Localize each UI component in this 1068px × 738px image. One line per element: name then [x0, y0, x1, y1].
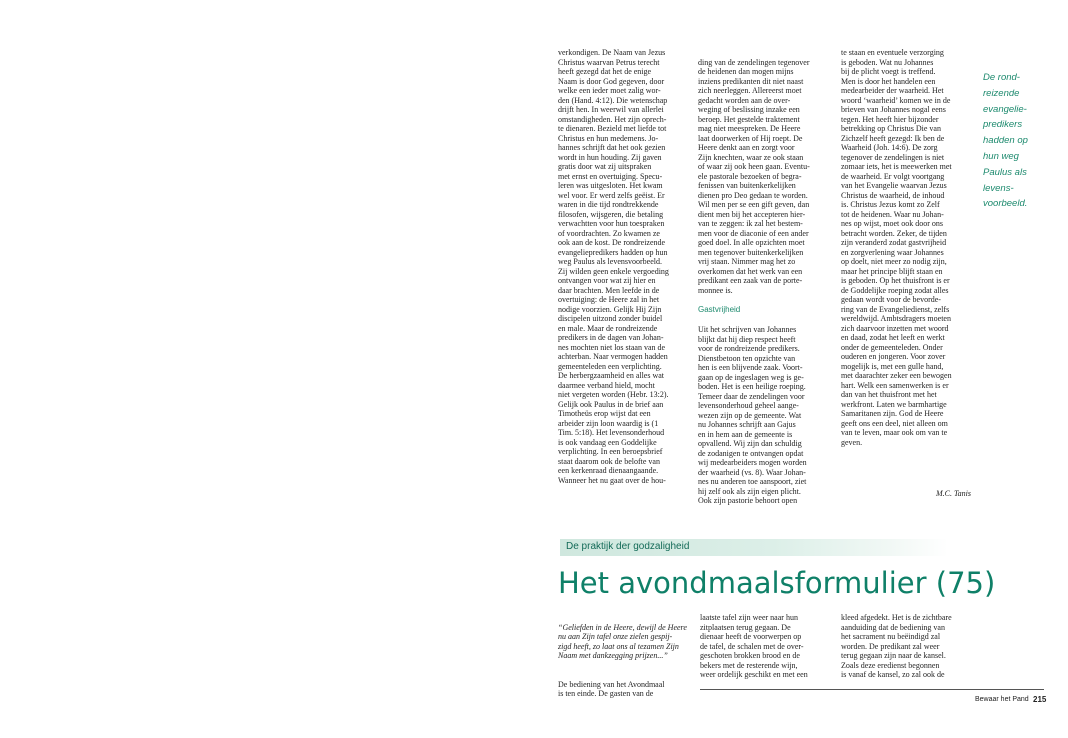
article-column-3: kleed afgedekt. Het is de zichtbare aanduiding dat de bediening van het sacrament nu beëindigd zal worden. De predikant zal weer terug gegaan zijn naar de kansel. Zoals deze eredienst begonnen is vanaf de kansel, zo zal ook de	[841, 613, 952, 679]
author-signature: M.C. Tanis	[935, 489, 971, 498]
continued-article-column-3: te staan en eventuele verzorging is geboden. Wat nu Johannes bij de plicht voegt is treffend. Men is door het handelen een medearbeider der waarheid. Het woord ‘waarheid’ komen we in de brieven van Johannes nogal eens tegen. Het heeft hier bijzonder betrekking op Christus Die van Zichzelf heeft gezegd: Ik ben de Waarheid (Joh. 14:6). De zorg tegenover de zendelingen is niet zomaar iets, het is meewerken met de waarheid. Er volgt voortgang van het Evangelie waarvan Jezus Christus de waarheid, de inhoud is. Christus Jezus komt zo Zelf tot de heidenen. Waar nu Johan- nes op wijst, moet ook door ons betracht worden. Zeker, de tijden zijn veranderd zodat gastvrijheid en zorgverlening waar Johannes op doelt, niet meer zo nodig zijn, maar het principe blijft staan en is geboden. Op het thuisfront is er de Goddelijke roeping zodat alles gedaan wordt voor de bevorde- ring van de Evangeliedienst, zelfs wereldwijd. Ambtsdragers moeten zich daarvoor inzetten met woord en daad, zodat het leeft en werkt onder de gemeenteleden. Onder ouderen en jongeren. Voor zover mogelijk is, met een gulle hand, met daarachter zeker een bewogen hart. Welk een samenwerken is er dan van het thuisfront met het werkfront. Laten we barmhartige Samaritanen zijn. God de Heere geeft ons een deel, niet alleen om van te leven, maar ook om van te geven.	[841, 48, 952, 447]
continued-article-column-2	[698, 48, 834, 506]
article-column-1-text: De bediening van het Avondmaal is ten einde. De gasten van de	[558, 679, 665, 698]
column-2-text-bottom: Uit het schrijven van Johannes blijkt dat hij diep respect heeft voor de rondreizende predikers. Dienstbetoon ten opzichte van hen is een blijvende zaak. Voort- gaan op de ingeslagen weg is ge- boden. Het is een heilige roeping. Temeer daar de zendelingen voor levensonderhoud geheel aange- wezen zijn op de gemeente. Wat nu Johannes schrijft aan Gajus en in hem aan de gemeente is opvallend. Wij zijn dan schuldig de zodanigen te ontvangen opdat wij medearbeiders mogen worden der waarheid (vs. 8). Waar Johan- nes nu anderen toe aanspoort, ziet hij zelf ook als zijn eigen plicht. Ook zijn pastorie behoort open	[698, 325, 807, 505]
margin-pull-quote: De rond- reizende evangelie- predikers hadden op hun weg Paulus als levens- voorbeeld.	[983, 72, 1028, 210]
footer-magazine-name: Bewaar het Pand	[975, 696, 1029, 703]
article-intro-quote: “Geliefden in de Heere, dewijl de Heere nu aan Zijn tafel onze zielen gespij- zigd heeft, zo laat ons al tezamen Zijn Naam met dankzegging prijzen...”	[558, 622, 687, 660]
article-title: Het avondmaalsformulier (75)	[558, 566, 996, 600]
continued-article-column-1: verkondigen. De Naam van Jezus Christus waarvan Petrus terecht heeft gezegd dat het de enige Naam is door God gegeven, door welke een ieder moet zalig wor- den (Hand. 4:12). Die wetenschap drijft hen. In weerwil van allerlei omstandigheden. Het zijn oprech- te dienaren. Bezield met liefde tot Christus en hun medemens. Jo- hannes schrijft dat het ook gezien wordt in hun houding. Zij gaven gratis door wat zij uitspraken met ernst en overtuiging. Specu- leren was uitgesloten. Het kwam wel voor. Er werd zelfs geëist. Er waren in die tijd rondtrekkende filosofen, wijsgeren, die betaling verwachtten voor hun toespraken of voordrachten. Zo kwamen ze ook aan de kost. De rondreizende evangeliepredikers hadden op hun weg Paulus als levensvoorbeeld. Zij wilden geen enkele vergoeding ontvangen voor wat zij hier en daar brachten. Men leefde in de overtuiging: de Heere zal in het nodige voorzien. Gelijk Hij Zijn discipelen uitzond zonder buidel en male. Maar de rondreizende predikers in de dagen van Johan- nes mochten niet los staan van de achterban. Naar vermogen hadden gemeenteleden een verplichting. De herbergzaamheid en alles wat daarmee verband hield, mocht niet vergeten worden (Hebr. 13:2). Gelijk ook Paulus in de brief aan Timotheüs erop wijst dat een arbeider zijn loon waardig is (1 Tim. 5:18). Het levensonderhoud is ook vandaag een Goddelijke verplichting. In een beroepsbrief staat daarom ook de belofte van een kerkenraad dienaangaande. Wanneer het nu gaat over de hou-	[558, 48, 669, 485]
footer-page-number: 215	[1033, 695, 1047, 704]
footer-divider	[700, 689, 1044, 690]
section-banner	[560, 539, 948, 556]
section-banner-label: De praktijk der godzaligheid	[566, 541, 690, 552]
article-column-2: laatste tafel zijn weer naar hun zitplaatsen terug gegaan. De dienaar heeft de voorwerpen op de tafel, de schalen met de over- geschoten brokken brood en de bekers met de resterende wijn, weer ordelijk geschikt en met een	[700, 613, 808, 679]
column-2-text-top: ding van de zendelingen tegenover de heidenen dan mogen mijns inziens predikanten dit niet naast zich neerleggen. Allereerst moet gedacht worden aan de over- weging of beslissing inzake een beroep. Het gestelde traktement mag niet meespreken. De Heere laat doorwerken of Hij roept. De Heere denkt aan en zorgt voor Zijn knechten, waar ze ook staan of waar zij ook heen gaan. Eventu- ele pastorale bezoeken of begra- fenissen van buitenkerkelijken dienen pro Deo gedaan te worden. Wil men per se een gift geven, dan dient men bij het accepteren hier- van te zeggen: ik zal het bestem- men voor de diaconie of een ander goed doel. In alle opzichten moet men tegenover buitenkerkelijken vrij staan. Nimmer mag het zo overkomen dat het werk van een predikant een zaak van de porte- monnee is.	[698, 57, 810, 295]
article-column-1	[558, 613, 690, 699]
subheading-gastvrijheid: Gastvrijheid	[698, 305, 741, 314]
